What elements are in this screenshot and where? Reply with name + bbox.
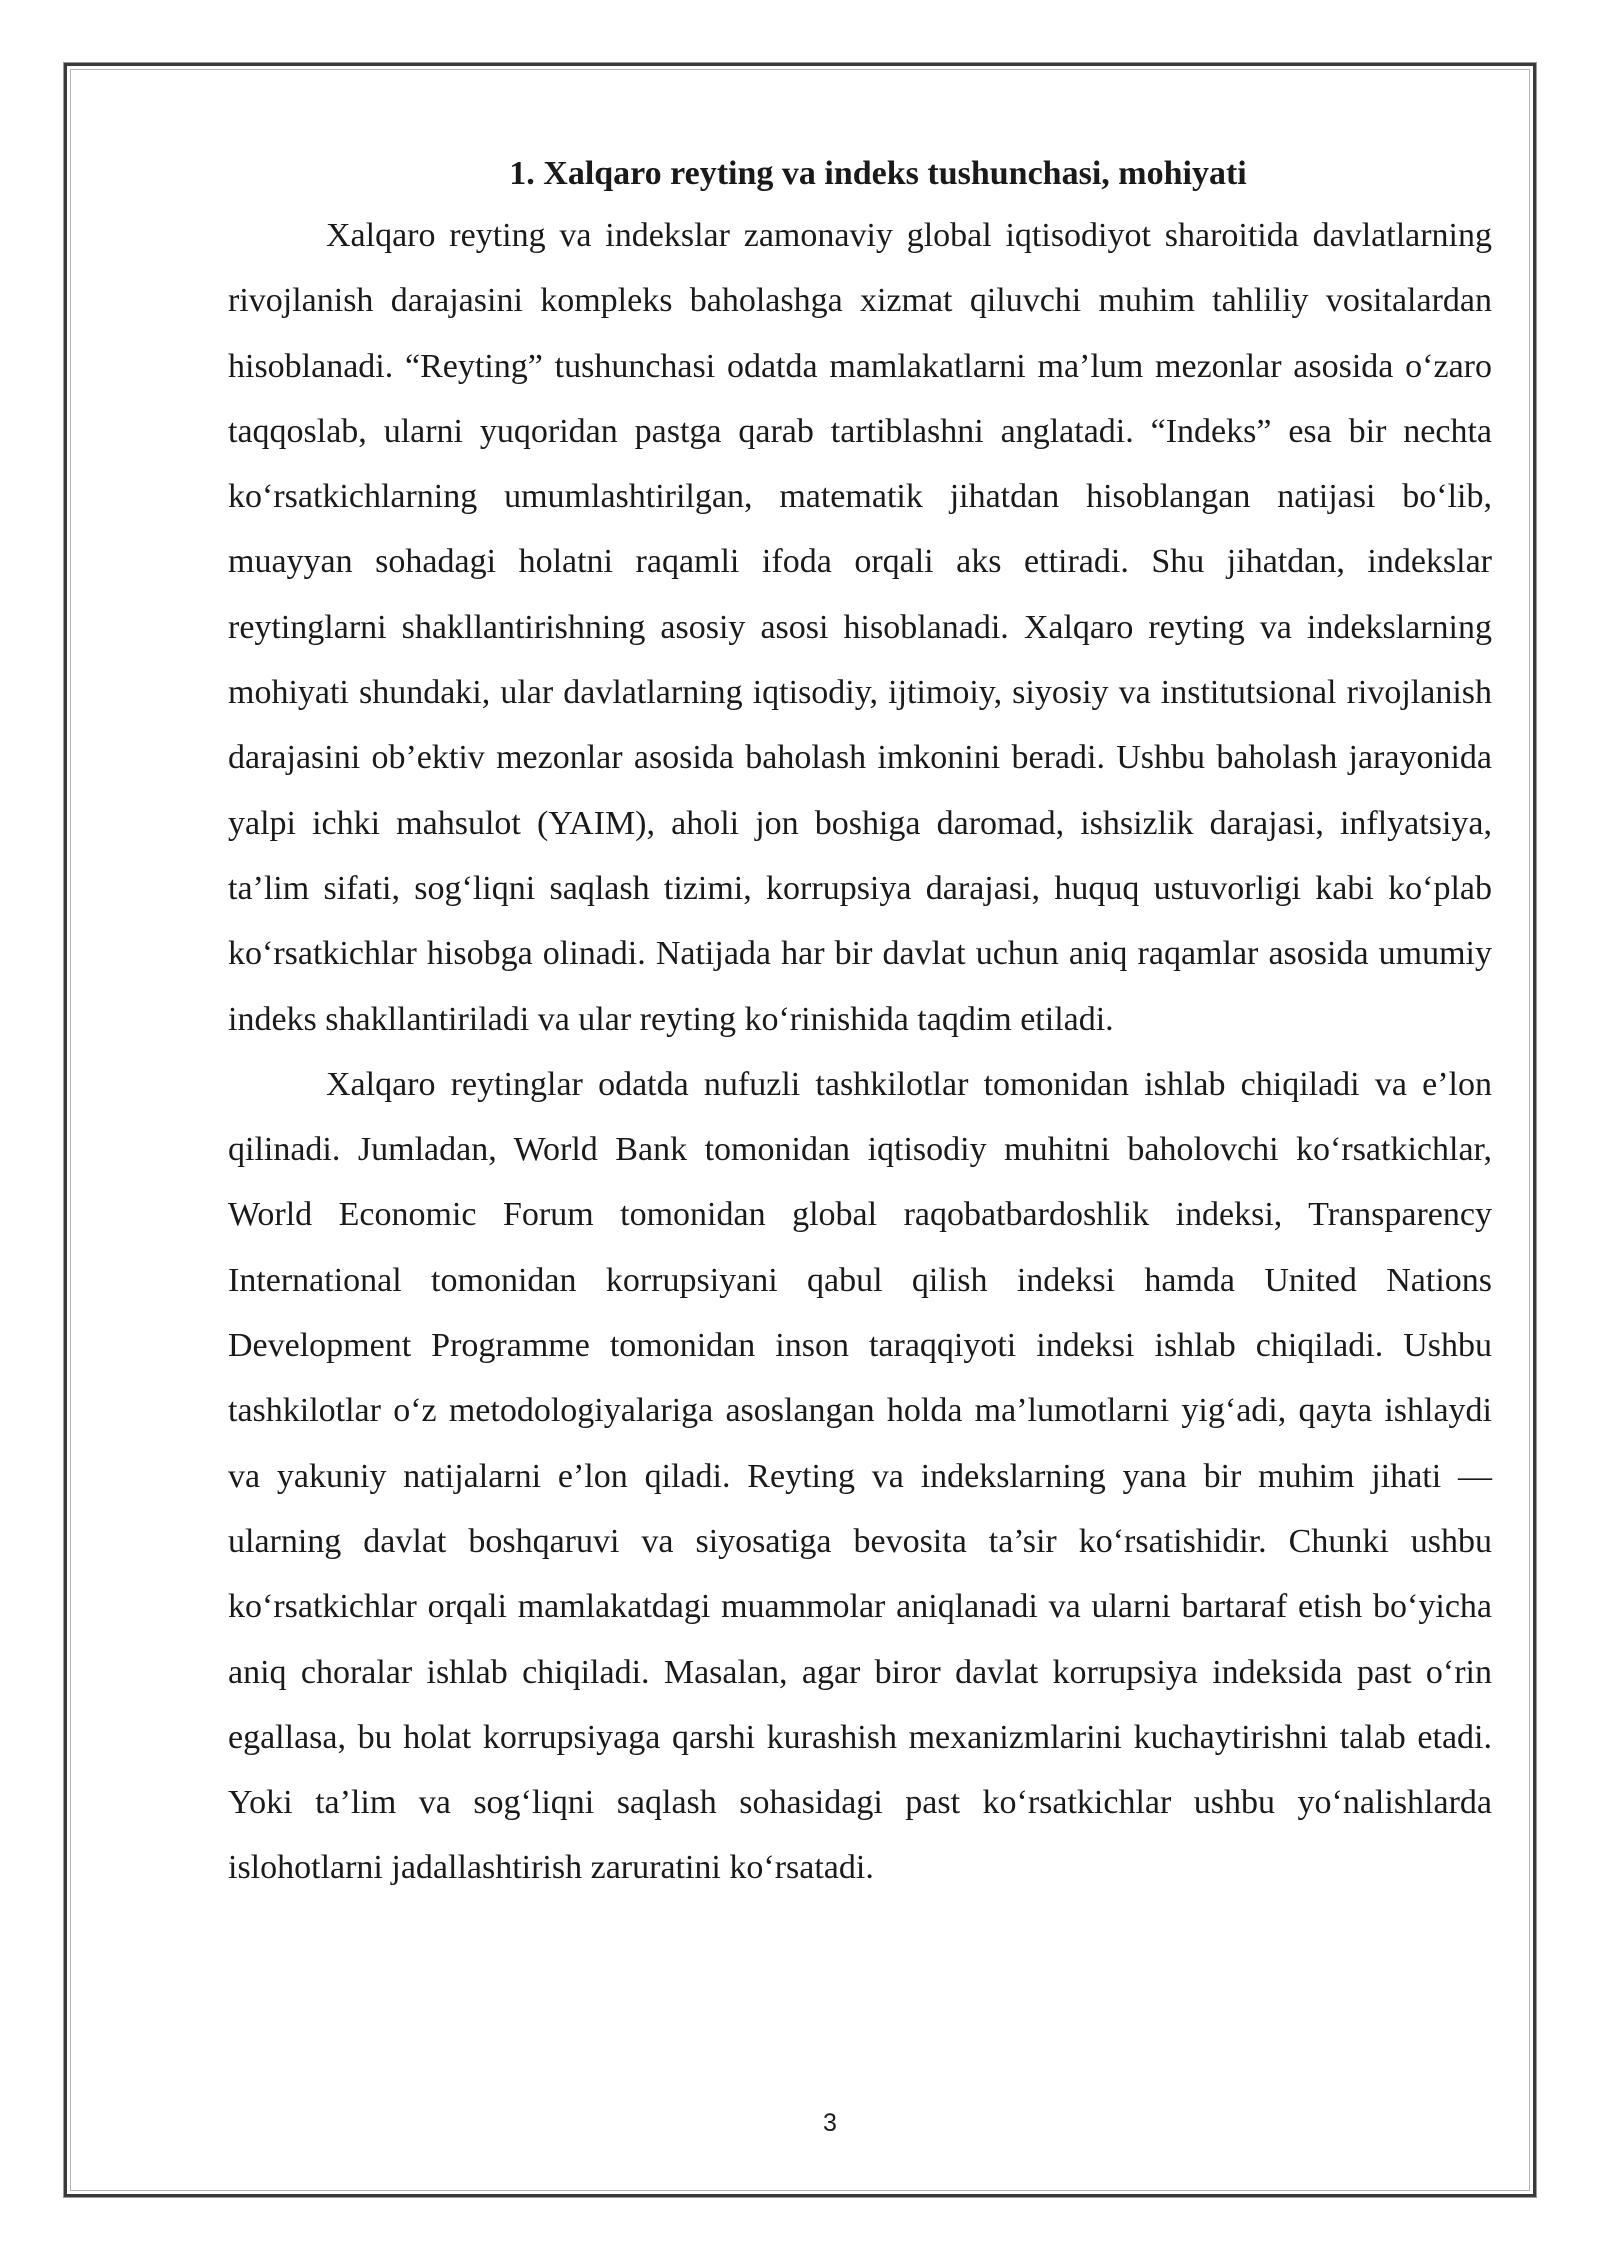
page-number: 3: [823, 2109, 837, 2137]
section-heading: 1. Xalqaro reyting va indeks tushunchasi, mohiyati: [509, 155, 1247, 192]
paragraph-2: Xalqaro reytinglar odatda nufuzli tashkilotlar tomonidan ishlab chiqiladi va e’lon qilinadi. Jumladan, World Bank tomonidan iqtisodiy muhitni baholovchi ko‘rsatkichlar, World Economic Forum tomonidan global raqobatbardoshlik indeksi, Transparency International tomonidan korrupsiyani qabul qilish indeksi hamda United Nations Development Programme tomonidan inson taraqqiyoti indeksi ishlab chiqiladi. Ushbu tashkilotlar o‘z metodologiyalariga asoslangan holda ma’lumotlarni yig‘adi, qayta ishlaydi va yakuniy natijalarni e’lon qiladi. Reyting va indekslarning yana bir muhim jihati — ularning davlat boshqaruvi va siyosatiga bevosita ta’sir ko‘rsatishidir. Chunki ushbu ko‘rsatkichlar orqali mamlakatdagi muammolar aniqlanadi va ularni bartaraf etish bo‘yicha aniq choralar ishlab chiqiladi. Masalan, agar biror davlat korrupsiya indeksida past o‘rin egallasa, bu holat korrupsiyaga qarshi kurashish mexanizmlarini kuchaytirishni talab etadi. Yoki ta’lim va sog‘liqni saqlash sohasidagi past ko‘rsatkichlar ushbu yo‘nalishlarda islohotlarni jadallashtirish zaruratini ko‘rsatadi.: [228, 1065, 1492, 1887]
page-content: [228, 148, 1492, 1901]
paragraph-1: Xalqaro reyting va indekslar zamonaviy global iqtisodiyot sharoitida davlatlarning rivojlanish darajasini kompleks baholashga xizmat qiluvchi muhim tahliliy vositalardan hisoblanadi. “Reyting” tushunchasi odatda mamlakatlarni ma’lum mezonlar asosida o‘zaro taqqoslab, ularni yuqoridan pastga qarab tartiblashni anglatadi. “Indeks” esa bir nechta ko‘rsatkichlarning umumlashtirilgan, matematik jihatdan hisoblangan natijasi bo‘lib, muayyan sohadagi holatni raqamli ifoda orqali aks ettiradi. Shu jihatdan, indekslar reytinglarni shakllantirishning asosiy asosi hisoblanadi. Xalqaro reyting va indekslarning mohiyati shundaki, ular davlatlarning iqtisodiy, ijtimoiy, siyosiy va institutsional rivojlanish darajasini ob’ektiv mezonlar asosida baholash imkonini beradi. Ushbu baholash jarayonida yalpi ichki mahsulot (YAIM), aholi jon boshiga daromad, ishsizlik darajasi, inflyatsiya, ta’lim sifati, sog‘liqni saqlash tizimi, korrupsiya darajasi, huquq ustuvorligi kabi ko‘plab ko‘rsatkichlar hisobga olinadi. Natijada har bir davlat uchun aniq raqamlar asosida umumiy indeks shakllantiriladi va ular reyting ko‘rinishida taqdim etiladi.: [228, 217, 1492, 1038]
